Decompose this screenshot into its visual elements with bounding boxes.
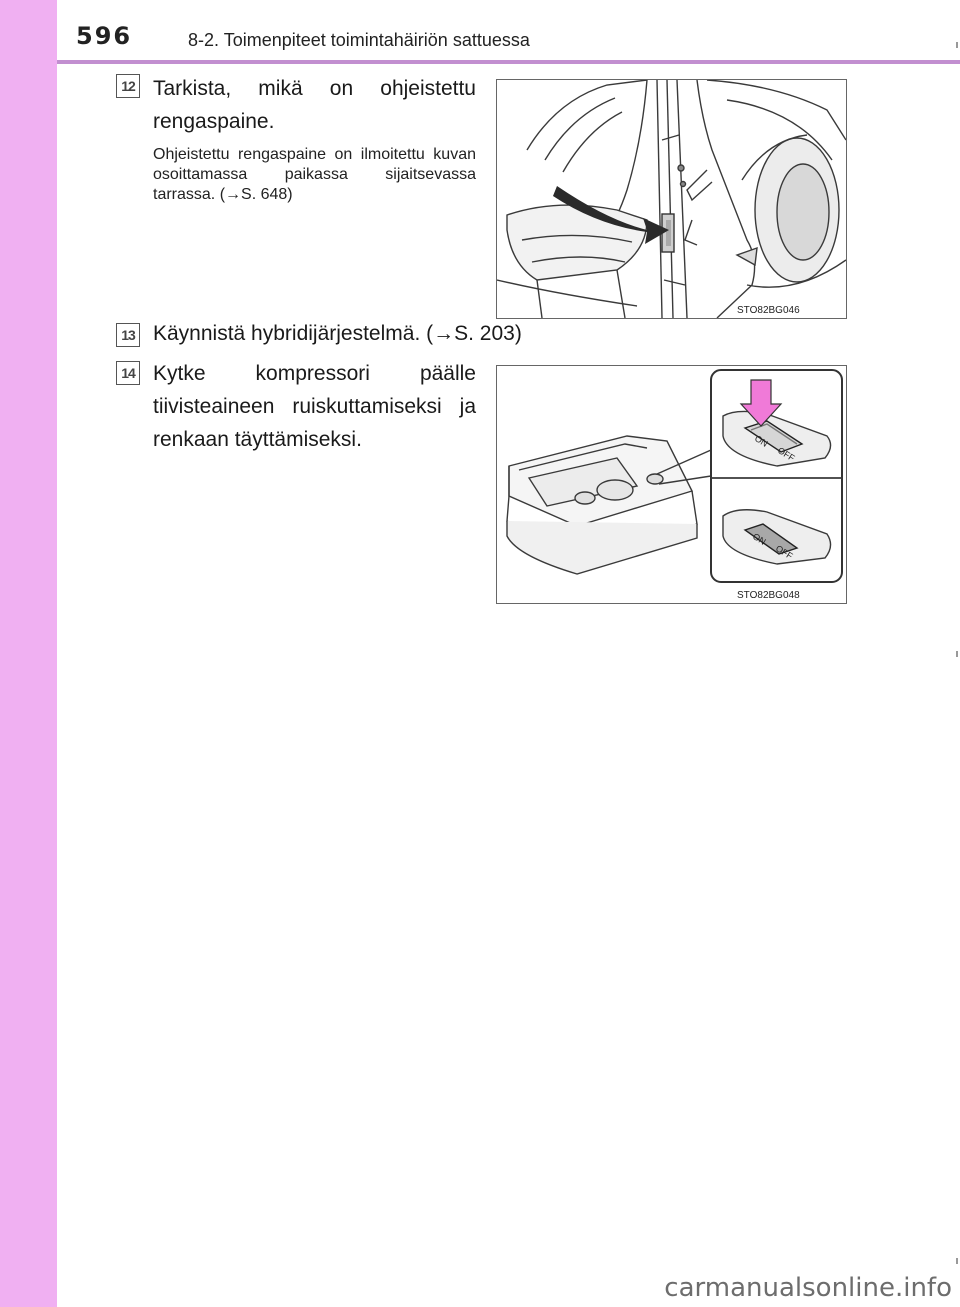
step-12-note: Ohjeistettu rengaspaine on ilmoitettu kuvan osoittamassa paikassa sijaitsevassa tarrassa. (→S. 648) (153, 146, 476, 203)
watermark: carmanualsonline.info (664, 1273, 952, 1303)
door-pillar-illustration (497, 80, 846, 318)
step-13-text: Käynnistä hybridijärjestelmä. (→S. 203) (153, 322, 522, 345)
step-badge-13: 13 (116, 323, 140, 347)
figure-door-label (496, 79, 847, 319)
step-14-text: Kytke kompressori päälle tiivisteaineen ruiskuttamiseksi ja renkaan täyttämiseksi. (153, 362, 476, 451)
compressor-switch-illustration (497, 366, 846, 603)
switch-off-label-top: OFF (775, 445, 797, 464)
switch-off-label-bottom: OFF (773, 543, 795, 562)
edge-tick (956, 42, 958, 48)
step-badge-12: 12 (116, 74, 140, 98)
switch-on-label-top: ON (752, 433, 770, 449)
header-rule (57, 60, 960, 64)
figure-code-048: STO82BG048 (737, 590, 800, 601)
page-number: 596 (76, 22, 133, 50)
edge-tick (956, 651, 958, 657)
side-color-band (0, 0, 57, 1307)
figure-code-046: STO82BG046 (737, 305, 800, 316)
section-title: 8-2. Toimenpiteet toimintahäiriön sattuessa (188, 30, 530, 50)
edge-tick (956, 1258, 958, 1264)
switch-on-label-bottom: ON (750, 531, 768, 547)
figure-compressor (496, 365, 847, 604)
step-badge-14: 14 (116, 361, 140, 385)
step-12-text: Tarkista, mikä on ohjeistettu rengaspaine. (153, 77, 476, 133)
